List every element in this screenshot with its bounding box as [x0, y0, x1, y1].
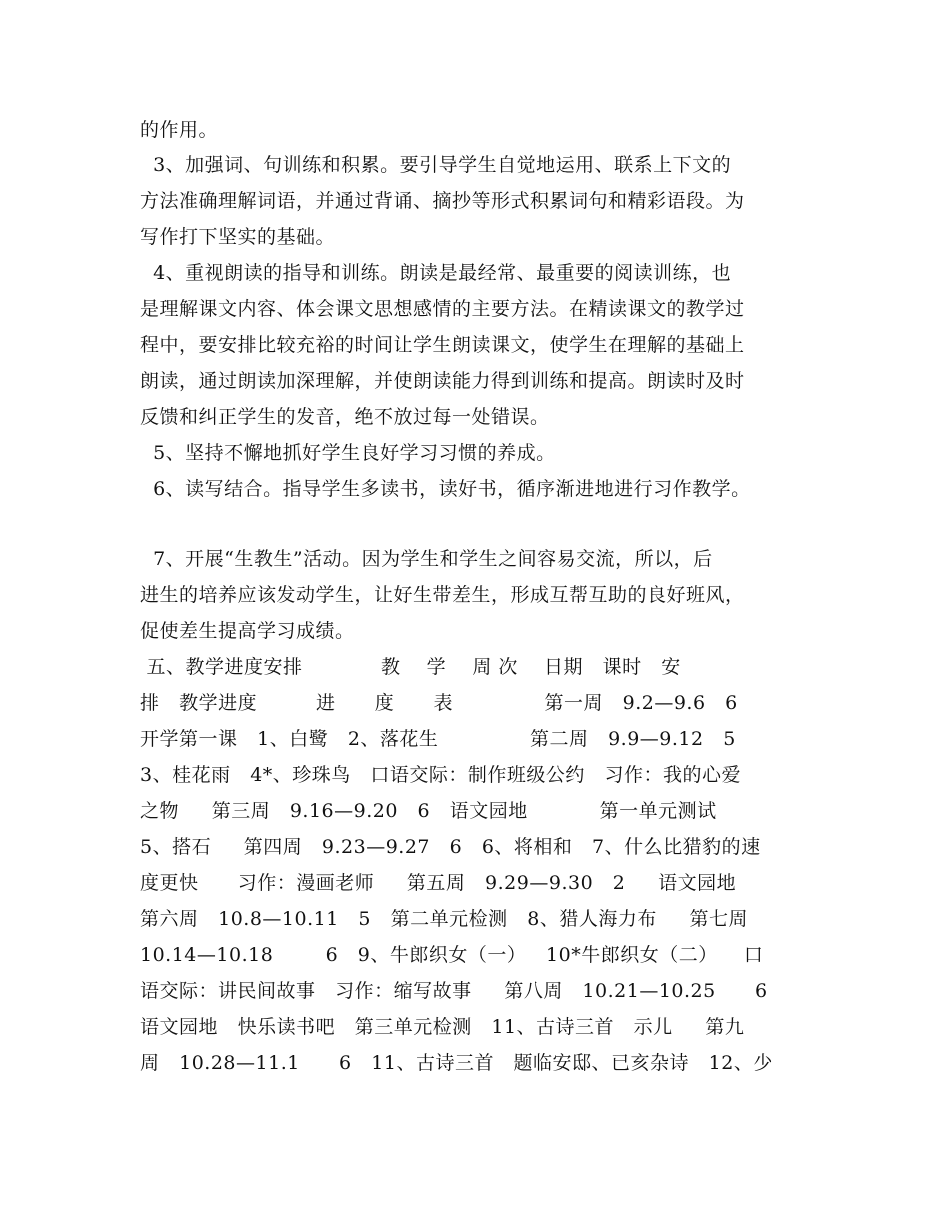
text-line: 5、坚持不懈地抓好学生良好学习习惯的养成。 — [140, 442, 556, 464]
text-line: 3、加强词、句训练和积累。要引导学生自觉地运用、联系上下文的 — [140, 154, 732, 176]
text-line: 3、桂花雨 4*、珍珠鸟 口语交际：制作班级公约 习作：我的心爱 — [140, 764, 742, 786]
text-line: 6、读写结合。指导学生多读书，读好书，循序渐进地进行习作教学。 — [140, 478, 751, 500]
text-line: 周 10.28—11.1 6 11、古诗三首 题临安邸、已亥杂诗 12、少 — [140, 1052, 773, 1074]
text-line: 第六周 10.8—10.11 5 第二单元检测 8、猎人海力布 第七周 — [140, 908, 749, 930]
text-line: 语文园地 快乐读书吧 第三单元检测 11、古诗三首 示儿 第九 — [140, 1016, 745, 1038]
text-line: 排 教学进度 进 度 表 第一周 9.2—9.6 6 — [140, 692, 738, 714]
text-line: 之物 第三周 9.16—9.20 6 语文园地 第一单元测试 — [140, 800, 717, 822]
text-line: 4、重视朗读的指导和训练。朗读是最经常、最重要的阅读训练，也 — [140, 262, 732, 284]
text-line: 语交际：讲民间故事 习作：缩写故事 第八周 10.21—10.25 6 — [140, 980, 768, 1002]
text-line: 朗读，通过朗读加深理解，并使朗读能力得到训练和提高。朗读时及时 — [140, 370, 745, 392]
text-line: 度更快 习作：漫画老师 第五周 9.29—9.30 2 语文园地 — [140, 872, 737, 894]
text-line: 7、开展“生教生”活动。因为学生和学生之间容易交流，所以，后 — [140, 548, 713, 570]
text-line: 促使差生提高学习成绩。 — [140, 620, 355, 642]
text-line: 的作用。 — [140, 119, 219, 141]
text-line: 5、搭石 第四周 9.23—9.27 6 6、将相和 7、什么比猎豹的速 — [140, 836, 761, 858]
text-line: 写作打下坚实的基础。 — [140, 226, 336, 248]
text-line: 五、教学进度安排 教 学 周 次 日期 课时 安 — [140, 656, 681, 678]
text-line: 是理解课文内容、体会课文思想感情的主要方法。在精读课文的教学过 — [140, 298, 745, 320]
text-line: 开学第一课 1、白鹭 2、落花生 第二周 9.9—9.12 5 — [140, 728, 736, 750]
text-line: 程中，要安排比较充裕的时间让学生朗读课文，使学生在理解的基础上 — [140, 334, 745, 356]
text-line: 进生的培养应该发动学生，让好生带差生，形成互帮互助的良好班风， — [140, 584, 745, 606]
text-line: 方法准确理解词语，并通过背诵、摘抄等形式积累词句和精彩语段。为 — [140, 190, 745, 212]
text-line: 10.14—10.18 6 9、牛郎织女（一） 10*牛郎织女（二） 口 — [140, 944, 764, 966]
text-line: 反馈和纠正学生的发音，绝不放过每一处错误。 — [140, 406, 550, 428]
